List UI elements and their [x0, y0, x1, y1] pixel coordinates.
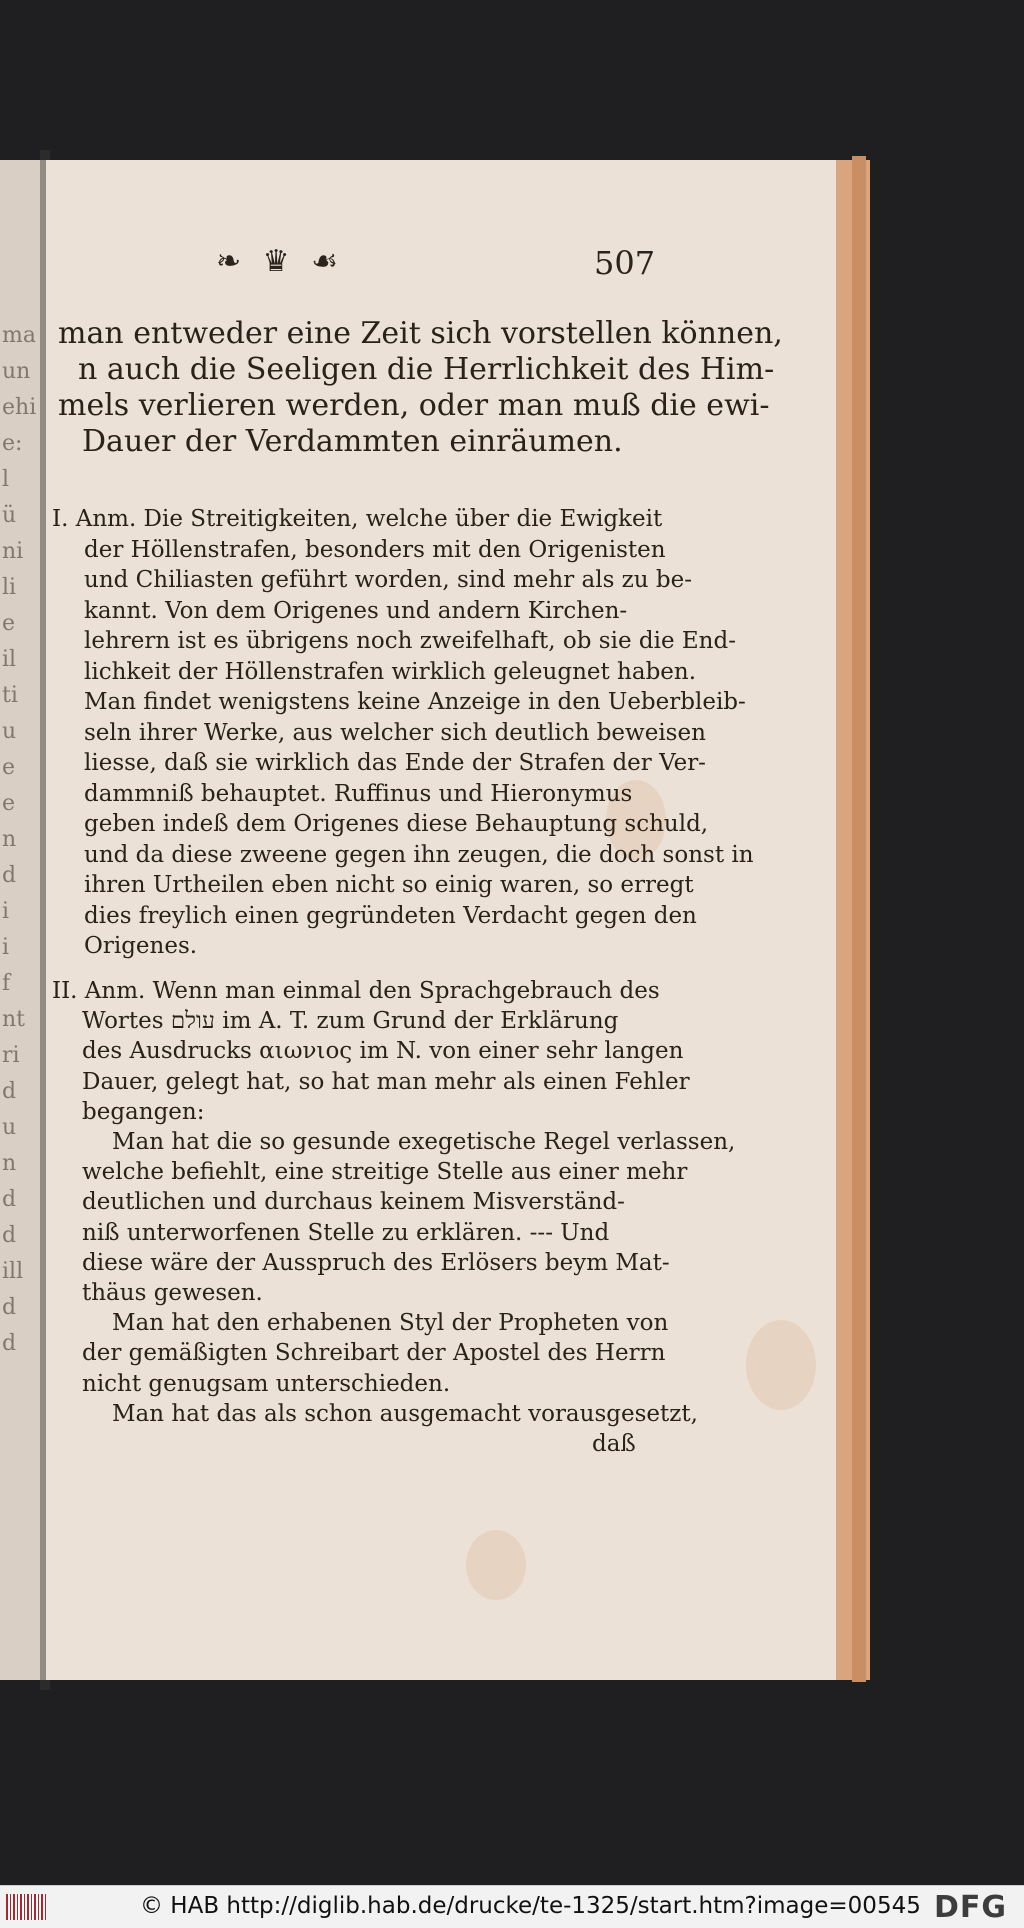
paper-stain	[746, 1320, 816, 1410]
facing-page-fragment: e	[2, 791, 16, 816]
note2-line: Man hat die so gesunde exegetische Regel verlassen,	[112, 1129, 736, 1155]
note2-line: thäus gewesen.	[82, 1280, 263, 1306]
note1-line: I. Anm. Die Streitigkeiten, welche über die Ewigkeit	[52, 506, 663, 532]
note2-line: deutlichen und durchaus keinem Misverständ-	[82, 1189, 625, 1216]
paper-stain	[466, 1530, 526, 1600]
source-credit-link[interactable]: © HAB http://diglib.hab.de/drucke/te-1325/start.htm?image=00545	[140, 1893, 921, 1919]
heading-line: Dauer der Verdammten einräumen.	[82, 424, 623, 459]
note1-line: geben indeß dem Origenes diese Behauptung schuld,	[84, 811, 709, 837]
facing-page-fragment: ehi	[2, 395, 37, 420]
note1-line: der Höllenstrafen, besonders mit den Origenisten	[84, 536, 666, 563]
note2-line: der gemäßigten Schreibart der Apostel des Herrn	[82, 1340, 666, 1367]
facing-page-fragment: ü	[2, 503, 17, 528]
facing-page-fragment: d	[2, 1295, 17, 1320]
facing-page-fragment: n	[2, 1151, 17, 1176]
facing-page-fragment: ti	[2, 683, 18, 708]
note2-line: daß	[592, 1431, 636, 1457]
note1-line: dies freylich einen gegründeten Verdacht gegen den	[84, 902, 697, 929]
facing-page-fragment: un	[2, 359, 31, 384]
facing-page-fragment: ma	[2, 323, 36, 348]
page-edge-shadow	[852, 156, 866, 1682]
note1-line: Man findet wenigstens keine Anzeige in den Ueberbleib-	[84, 689, 746, 715]
facing-page-fragment: d	[2, 1079, 17, 1104]
note1-line: lichkeit der Höllenstrafen wirklich geleugnet haben.	[84, 658, 697, 685]
header-ornament: ❧ ♛ ☙	[216, 244, 344, 279]
footer-bar	[0, 1885, 1024, 1928]
heading-line: n auch die Seeligen die Herrlichkeit des Him-	[78, 352, 775, 387]
page-number: 507	[594, 244, 656, 282]
facing-page-text-fragments	[2, 318, 46, 1362]
note1-line: lehrern ist es übrigens noch zweifelhaft, ob sie die End-	[84, 628, 736, 654]
facing-page-fragment: f	[2, 971, 11, 996]
dfg-logo: DFG	[934, 1890, 1008, 1925]
note2-line: niß unterworfenen Stelle zu erklären. --- Und	[82, 1219, 610, 1246]
facing-page-fragment: nt	[2, 1007, 26, 1032]
facing-page-fragment: n	[2, 827, 17, 852]
note1-line: seln ihrer Werke, aus welcher sich deutlich beweisen	[84, 719, 706, 746]
note2-line: Man hat das als schon ausgemacht vorausgesetzt,	[112, 1400, 698, 1427]
note1-line: dammniß behauptet. Ruffinus und Hieronymus	[84, 780, 633, 807]
note2-line: Dauer, gelegt hat, so hat man mehr als einen Fehler	[82, 1068, 690, 1095]
note1-line: kannt. Von dem Origenes und andern Kirchen-	[84, 597, 628, 624]
facing-page-fragment: l	[2, 467, 10, 492]
note2-line: des Ausdrucks αιωνιος im N. von einer sehr langen	[82, 1038, 684, 1065]
facing-page-fragment: d	[2, 1331, 17, 1356]
note2-line: welche befiehlt, eine streitige Stelle aus einer mehr	[82, 1159, 688, 1186]
facing-page-fragment: i	[2, 899, 10, 924]
note2-line: Man hat den erhabenen Styl der Propheten von	[112, 1310, 669, 1337]
note1-line: und da diese zweene gegen ihn zeugen, die doch sonst in	[84, 841, 754, 868]
facing-page-fragment: d	[2, 863, 17, 888]
facing-page-fragment: ill	[2, 1259, 24, 1284]
note1-line: liesse, daß sie wirklich das Ende der Strafen der Ver-	[84, 750, 706, 776]
heading-line: mels verlieren werden, oder man muß die ewi-	[58, 388, 770, 423]
facing-page-fragment: e:	[2, 431, 23, 456]
note2-line: begangen:	[82, 1098, 205, 1125]
facing-page-fragment: e	[2, 611, 16, 636]
note2-line: II. Anm. Wenn man einmal den Sprachgebrauch des	[52, 978, 660, 1004]
facing-page-fragment: ni	[2, 539, 24, 564]
note2-line: diese wäre der Ausspruch des Erlösers beym Mat-	[82, 1249, 670, 1276]
facing-page-fragment: u	[2, 719, 17, 744]
note2-line: nicht genugsam unterschieden.	[82, 1370, 451, 1397]
facing-page-fragment: i	[2, 935, 10, 960]
note1-line: ihren Urtheilen eben nicht so einig waren, so erregt	[84, 872, 694, 898]
note1-line: Origenes.	[84, 933, 198, 959]
note2-line: Wortes עולם im A. T. zum Grund der Erklärung	[82, 1008, 619, 1035]
facing-page-fragment: li	[2, 575, 17, 600]
facing-page-fragment: d	[2, 1187, 17, 1212]
facing-page-fragment: e	[2, 755, 16, 780]
facing-page-fragment: d	[2, 1223, 17, 1248]
facing-page-fragment: u	[2, 1115, 17, 1140]
facing-page-fragment: ri	[2, 1043, 20, 1068]
facing-page-fragment: il	[2, 647, 17, 672]
note1-line: und Chiliasten geführt worden, sind mehr als zu be-	[84, 567, 693, 593]
heading-line: man entweder eine Zeit sich vorstellen können,	[58, 316, 783, 351]
barcode-icon	[6, 1894, 46, 1920]
